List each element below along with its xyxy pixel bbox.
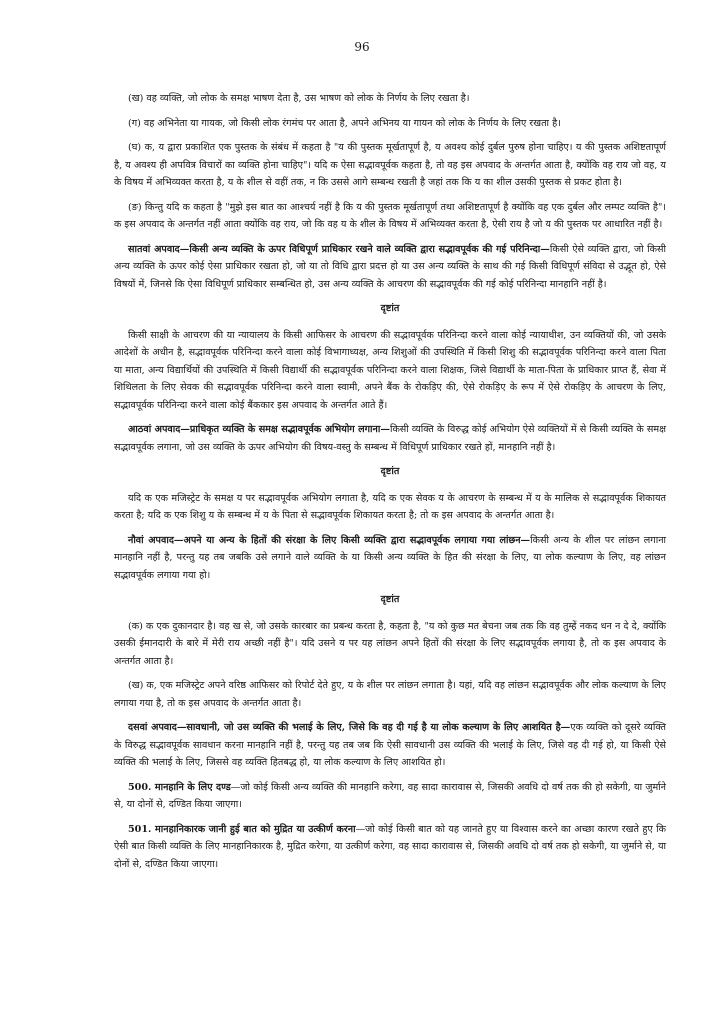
page-number: 96: [354, 40, 370, 54]
illustration-heading-1: दृष्टांत: [380, 303, 400, 314]
section-500-body: —जो कोई किसी अन्य व्यक्ति की मानहानि करेगा, वह सादा कारावास से, जिसकी अवधि दो वर्ष तक की हो सकेगी, या जुर्माने से, या दोनों से, दण्डित किया जाएगा।: [114, 781, 666, 810]
seventh-exception-heading: सातवां अपवाद—किसी अन्य व्यक्ति के ऊपर विधिपूर्ण प्राधिकार रखने वाले व्यक्ति द्वारा सद्भावपूर्वक की गई परिनिन्दा—: [128, 243, 550, 255]
illustration-2: यदि क एक मजिस्ट्रेट के समक्ष य पर सद्भावपूर्वक अभियोग लगाता है, यदि क एक सेवक य के आचरण के सम्बन्ध में य के मालिक से सद्भावपूर्वक शिकायत करता है; यदि क एक शिशु य के सम्बन्ध में य के पिता से सद्भावपूर्वक शिकायत करता है; तो क इस अपवाद के अन्तर्गत आता है।: [114, 492, 666, 521]
ninth-exception-heading: नौवां अपवाद—अपने या अन्य के हितों की संरक्षा के लिए किसी व्यक्ति द्वारा सद्भावपूर्वक लगाया गया लांछन—: [128, 534, 531, 546]
illustration-3-kha: (ख) क, एक मजिस्ट्रेट अपने वरिष्ठ आफिसर को रिपोर्ट देते हुए, य के शील पर लांछन लगाता है। यहां, यदि वह लांछन सद्भावपूर्वक और लोक कल्याण के लिए लगाया गया है, तो क इस अपवाद के अन्तर्गत आता है।: [114, 680, 666, 709]
clause-ga: (ग) वह अभिनेता या गायक, जो किसी लोक रंगमंच पर आता है, अपने अभिनय या गायन को लोक के निर्णय के लिए रखता है।: [128, 117, 561, 129]
section-500: [114, 779, 666, 814]
section-500-heading: 500. मानहानि के लिए दण्ड: [128, 781, 231, 793]
section-501: [114, 821, 666, 874]
illustration-3-ka: (क) क एक दुकानदार है। वह ख से, जो उसके कारबार का प्रबन्ध करता है, कहता है, "य को कुछ मत बेचना जब तक कि वह तुम्हें नकद धन न दे दे, क्योंकि उसकी ईमानदारी के बारे में मेरी राय अच्छी नहीं है"। यदि उसने य पर यह लांछन अपने हितों की संरक्षा के लिए सद्भावपूर्वक लगाया है, तो क इस अपवाद के अन्तर्गत आता है।: [114, 620, 666, 667]
seventh-exception-body: किसी ऐसे व्यक्ति द्वारा, जो किसी अन्य व्यक्ति के ऊपर कोई ऐसा प्राधिकार रखता हो, जो या तो विधि द्वारा प्रदत्त हो या उस अन्य व्यक्ति के साथ की गई किसी विधिपूर्ण संविदा से उद्भूत हो, ऐसे विषयों में, जिनसे कि ऐसा विधिपूर्ण प्राधिकार सम्बन्धित हो, उस अन्य व्यक्ति के आचरण की सद्भावपूर्वक की गई कोई परिनिन्दा मानहानि नहीं है।: [114, 243, 666, 290]
section-501-heading: 501. मानहानिकारक जानी हुई बात को मुद्रित या उत्कीर्ण करना: [128, 823, 356, 835]
ninth-exception-body: किसी अन्य के शील पर लांछन लगाना मानहानि नहीं है, परन्तु यह तब जबकि उसे लगाने वाले व्यक्ति के या किसी अन्य व्यक्ति के हित की संरक्षा के लिए, या लोक कल्याण के लिए, वह लांछन सद्भावपूर्वक लगाया गया हो।: [114, 534, 666, 581]
clause-gha: (घ) क, य द्वारा प्रकाशित एक पुस्तक के संबंध में कहता है "य की पुस्तक मूर्खतापूर्ण है, य अवश्य कोई दुर्बल पुरुष होना चाहिए। य की पुस्तक अशिष्टतापूर्ण है, य अवश्य ही अपवित्र विचारों का व्यक्ति होना चाहिए"। यदि क ऐसा सद्भावपूर्वक कहता है, तो वह इस अपवाद के अन्तर्गत आता है, क्योंकि वह राय जो वह, य के विषय में अभिव्यक्त करता है, य के शील से वहीं तक, न कि उससे आगे सम्बन्ध रखती है जहां तक कि य का शील उसकी पुस्तक से प्रकट होता है।: [114, 142, 666, 188]
section-501-body: —जो कोई किसी बात को यह जानते हुए या विश्वास करने का अच्छा कारण रखते हुए कि ऐसी बात किसी व्यक्ति के लिए मानहानिकारक है, मुद्रित करेगा, या उत्कीर्ण करेगा, वह सादा कारावास से, जिसकी अवधि दो वर्ष तक हो सकेगी, या जुर्माने से, या दोनों से, दण्डित किया जाएगा।: [114, 823, 667, 870]
illustration-1: किसी साक्षी के आचरण की या न्यायालय के किसी आफिसर के आचरण की सद्भावपूर्वक परिनिन्दा करने वाला कोई न्यायाधीश, उन व्यक्तियों की, जो उसके आदेशों के अधीन है, सद्भावपूर्वक परिनिन्दा करने वाला कोई विभागाध्यक्ष, अन्य शिशुओं की उपस्थिति में किसी शिशु की सद्भावपूर्वक परिनिन्दा करने वाला पिता या माता, अन्य विद्यार्थियों की उपस्थिति में किसी विद्यार्थी की सद्भावपूर्वक परिनिन्दा करने वाला शिक्षक, जिसे विद्यार्थी के माता-पिता के प्राधिकार प्राप्त हैं, सेवा में शिथिलता के लिए सेवक की सद्भावपूर्वक परिनिन्दा करने वाला स्वामी, अपने बैंक के रोकड़िए की, ऐसे रोकड़िए के रूप में ऐसे रोकड़िए के आचरण के लिए, सद्भावपूर्वक परिनिन्दा करने वाला कोई बैंककार इस अपवाद के अन्तर्गत आते हैं।: [114, 329, 666, 411]
clause-da: (ङ) किन्तु यदि क कहता है "मुझे इस बात का आश्चर्य नहीं है कि य की पुस्तक मूर्खतापूर्ण तथा अशिष्टतापूर्ण है क्योंकि वह एक दुर्बल और लम्पट व्यक्ति है"। क इस अपवाद के अन्तर्गत नहीं आता क्योंकि वह राय, जो कि वह य के शील के विषय में अभिव्यक्त करता है, ऐसी राय है जो य की पुस्तक पर आधारित नहीं है।: [114, 201, 666, 230]
eighth-exception-body: किसी व्यक्ति के विरुद्ध कोई अभियोग ऐसे व्यक्तियों में से किसी व्यक्ति के समक्ष सद्भावपूर्वक लगाना, जो उस व्यक्ति के ऊपर अभियोग की विषय-वस्तु के सम्बन्ध में विधिपूर्ण प्राधिकार रखते हों, मानहानि नहीं है।: [114, 424, 667, 453]
illustration-heading-3: दृष्टांत: [380, 594, 400, 605]
ninth-exception: [114, 532, 666, 585]
clause-kha: (ख) वह व्यक्ति, जो लोक के समक्ष भाषण देता है, उस भाषण को लोक के निर्णय के लिए रखता है।: [128, 93, 470, 104]
seventh-exception: [114, 241, 666, 294]
tenth-exception-heading: दसवां अपवाद—सावधानी, जो उस व्यक्ति की भलाई के लिए, जिसे कि वह दी गई है या लोक कल्याण के लिए आशयित है—: [128, 722, 571, 733]
eighth-exception-heading: आठवां अपवाद—प्राधिकृत व्यक्ति के समक्ष सद्भावपूर्वक अभियोग लगाना—: [128, 424, 390, 435]
eighth-exception: [114, 421, 666, 456]
tenth-exception: [114, 719, 666, 772]
tenth-exception-body: एक व्यक्ति को दूसरे व्यक्ति के विरुद्ध सद्भावपूर्वक सावधान करना मानहानि नहीं है, परन्तु यह तब जब कि ऐसी सावधानी उस व्यक्ति की भलाई के लिए, जिसे वह दी गई हो, या किसी ऐसे व्यक्ति की भलाई के लिए, जिससे वह व्यक्ति हितबद्ध हो, या लोक कल्याण के लिए आशयित हो।: [114, 722, 666, 768]
illustration-heading-2: दृष्टांत: [380, 466, 400, 477]
